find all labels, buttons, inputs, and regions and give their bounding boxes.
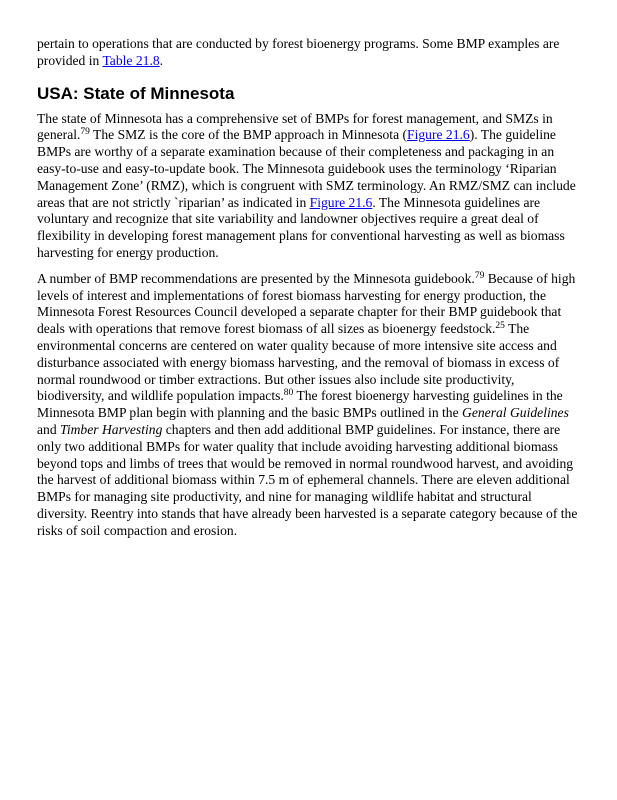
intro-text-end: .: [159, 52, 164, 68]
paragraph-1-text: ). The guideline BMPs are worthy of a separate examination because of their completeness and packaging in an easy-to-use and easy-to-update book. The Minnesota guidebook uses the terminology ‘Riparian Management Zone’ (RMZ), which is congruent with SMZ terminology. An RMZ/SMZ can include areas that are not strictly `riparian’ as indicated in: [37, 127, 576, 210]
footnote-ref: 79: [474, 270, 485, 281]
paragraph-1-text: The state of Minnesota has a comprehensive set of BMPs for forest management, and SMZs in general.: [37, 110, 553, 143]
figure-21-6-link[interactable]: Figure 21.6: [407, 127, 470, 143]
table-21-8-link[interactable]: Table 21.8: [102, 52, 160, 68]
paragraph-1-text: . The Minnesota guidelines are voluntary and recognize that site variability and landowner objectives require a great deal of flexibility in developing forest management plans for conventional harvesting as well as biomass harvesting for energy production.: [37, 194, 565, 260]
general-guidelines-title: General Guidelines: [462, 405, 569, 421]
paragraph-1-text: The SMZ is the core of the BMP approach in Minnesota (: [89, 127, 408, 143]
paragraph-2-text: The forest bioenergy harvesting guidelines in the Minnesota BMP plan begin with planning and the basic BMPs outlined in the: [37, 388, 563, 421]
timber-harvesting-title: Timber Harvesting: [60, 421, 163, 437]
intro-text: pertain to operations that are conducted by forest bioenergy programs. Some BMP examples are provided in: [37, 36, 560, 68]
paragraph-2: [37, 271, 584, 540]
footnote-ref: 80: [283, 388, 294, 399]
paragraph-2-text: The environmental concerns are centered on water quality because of more intensive site access and disturbance associated with energy biomass harvesting, and the removal of biomass in excess of normal roundwood or timber extractions. But other issues also include site productivity, biodiversity, and wildlife population impacts.: [37, 321, 560, 404]
document-page: [37, 36, 584, 540]
paragraph-1: [37, 111, 584, 262]
paragraph-2-text: Because of high levels of interest and implementations of forest biomass harvesting for energy production, the Minnesota Forest Resources Council developed a separate chapter for their BMP guidebook that deals with operations that remove forest biomass of all sizes as bioenergy feedstock.: [37, 270, 576, 337]
paragraph-2-text: chapters and then add additional BMP guidelines. For instance, there are only two additional BMPs for water quality that include avoiding harvesting additional biomass beyond tops and limbs of trees that would be removed in normal roundwood harvest, and avoiding the harvest of additional biomass within 7.5 m of ephemeral channels. There are eleven additional BMPs for managing site productivity, and nine for managing wildlife habitat and structural diversity. Reentry into stands that have already been harvested is a separate category because of the risks of soil compaction and erosion.: [37, 421, 578, 538]
figure-21-6-link[interactable]: Figure 21.6: [309, 194, 373, 210]
paragraph-2-text: A number of BMP recommendations are presented by the Minnesota guidebook.: [37, 270, 475, 286]
section-heading: USA: State of Minnesota: [37, 83, 235, 103]
footnote-ref: 79: [80, 127, 90, 138]
footnote-ref: 25: [495, 321, 505, 332]
paragraph-2-text: and: [37, 421, 61, 437]
intro-paragraph: [37, 36, 584, 70]
